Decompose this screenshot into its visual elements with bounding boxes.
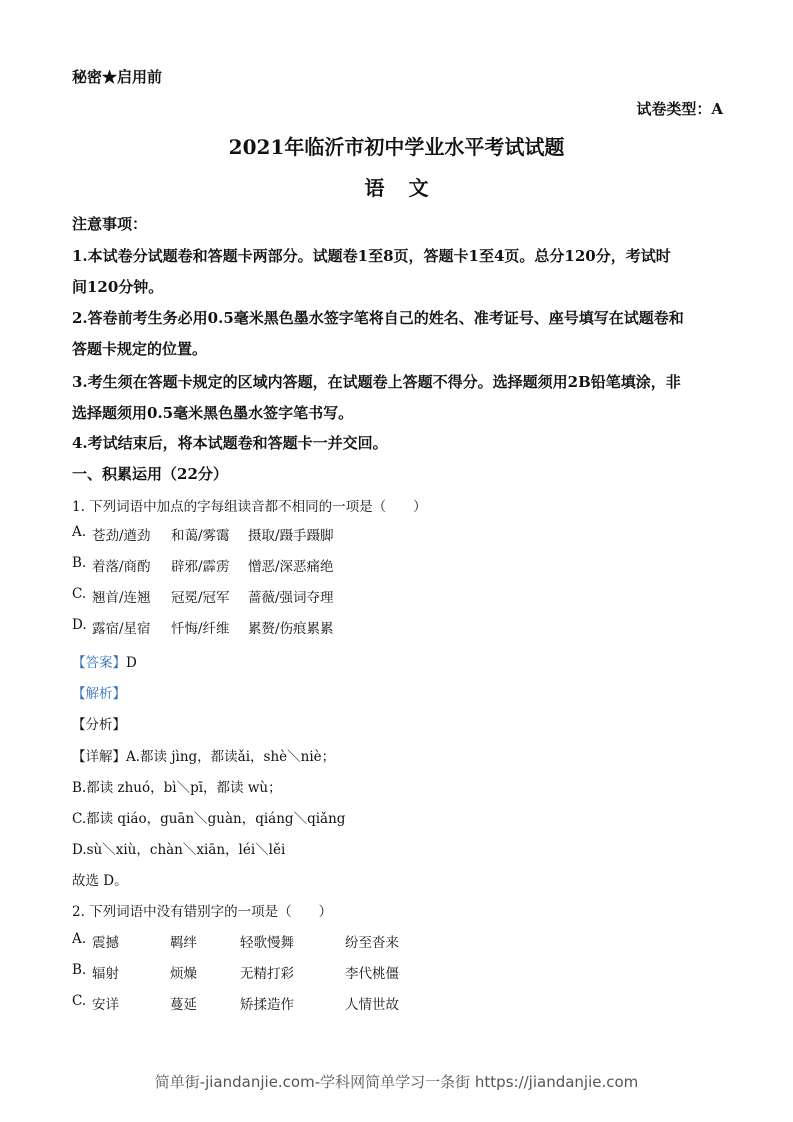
option-label: C.	[72, 586, 87, 602]
option-word: 辐射	[92, 966, 119, 982]
option-word: 轻歌慢舞	[240, 935, 294, 951]
option-word: 摄取/蹑手蹑脚	[248, 528, 334, 544]
answer-tag: 【答案】	[72, 655, 126, 671]
option-word: 辟邪/霹雳	[171, 559, 230, 575]
option-word: 苍劲/遒劲	[92, 528, 151, 544]
detail-line: 【详解】A.都读 jìng，都读ǎi，shè＼niè；	[72, 749, 336, 765]
exam-title: 2021年临沂市初中学业水平考试试题	[228, 135, 565, 159]
detail-line: D.sù＼xiù，chàn＼xiān，léi＼lěi	[72, 842, 286, 858]
answer-line	[72, 651, 137, 671]
analysis-heading: 【分析】	[72, 717, 126, 733]
confidential-label: 秘密★启用前	[72, 68, 163, 86]
option-word: 羁绊	[170, 935, 197, 951]
option-word: 露宿/星宿	[92, 621, 151, 637]
answer-value: D	[126, 655, 137, 671]
option-word: 和蔼/雾霭	[171, 528, 230, 544]
option-word: 蔓延	[170, 997, 197, 1013]
option-word: 烦燥	[170, 966, 197, 982]
option-label: B.	[72, 962, 87, 978]
section-heading: 一、积累运用（22分）	[72, 465, 228, 483]
option-label: D.	[72, 617, 87, 633]
option-word: 冠冕/冠军	[171, 590, 230, 606]
detail-line: C.都读 qiáo，guān＼guàn，qiáng＼qiǎng	[72, 811, 346, 827]
option-word: 矫揉造作	[240, 997, 294, 1013]
notice-line: 间120分钟。	[72, 278, 164, 296]
notice-line: 选择题须用0.5毫米黑色墨水签字笔书写。	[72, 404, 354, 422]
option-label: A.	[72, 931, 87, 947]
footer-watermark: 简单街-jiandanjie.com-学科网简单学习一条街 https://jiandanjie.com	[154, 1073, 639, 1091]
option-word: 纷至沓来	[345, 935, 399, 951]
paper-type-label: 试卷类型：A	[636, 100, 723, 118]
option-word: 震撼	[92, 935, 119, 951]
notice-line: 答题卡规定的位置。	[72, 340, 208, 358]
option-word: 安详	[92, 997, 119, 1013]
option-word: 人情世故	[345, 997, 399, 1013]
option-word: 着落/商酌	[92, 559, 151, 575]
analysis-tag: 【解析】	[72, 686, 126, 702]
notice-line: 2.答卷前考生务必用0.5毫米黑色墨水签字笔将自己的姓名、准考证号、座号填写在试题卷和	[72, 309, 684, 327]
option-word: 憎恶/深恶痛绝	[248, 559, 334, 575]
option-label: C.	[72, 993, 87, 1009]
notice-line: 3.考生须在答题卡规定的区域内答题，在试题卷上答题不得分。选择题须用2B铅笔填涂，非	[72, 373, 681, 391]
subject-title: 语文	[364, 176, 453, 200]
option-label: B.	[72, 555, 87, 571]
detail-line: 故选 D。	[72, 873, 128, 889]
notice-line: 4.考试结束后，将本试题卷和答题卡一并交回。	[72, 434, 388, 452]
notice-line: 1.本试卷分试题卷和答题卡两部分。试题卷1至8页，答题卡1至4页。总分120分，考试时	[72, 247, 671, 265]
detail-line: B.都读 zhuó，bì＼pī，都读 wù；	[72, 780, 282, 796]
option-word: 李代桃僵	[345, 966, 399, 982]
option-word: 累赘/伤痕累累	[248, 621, 334, 637]
question-2-stem: 2. 下列词语中没有错别字的一项是（ ）	[72, 904, 333, 920]
option-word: 忏悔/纤维	[171, 621, 230, 637]
question-1-stem: 1. 下列词语中加点的字每组读音都不相同的一项是（ ）	[72, 499, 427, 515]
option-label: A.	[72, 524, 87, 540]
option-word: 蔷薇/强词夺理	[248, 590, 334, 606]
notice-heading: 注意事项：	[72, 215, 148, 233]
option-word: 无精打彩	[240, 966, 294, 982]
option-word: 翘首/连翘	[92, 590, 151, 606]
